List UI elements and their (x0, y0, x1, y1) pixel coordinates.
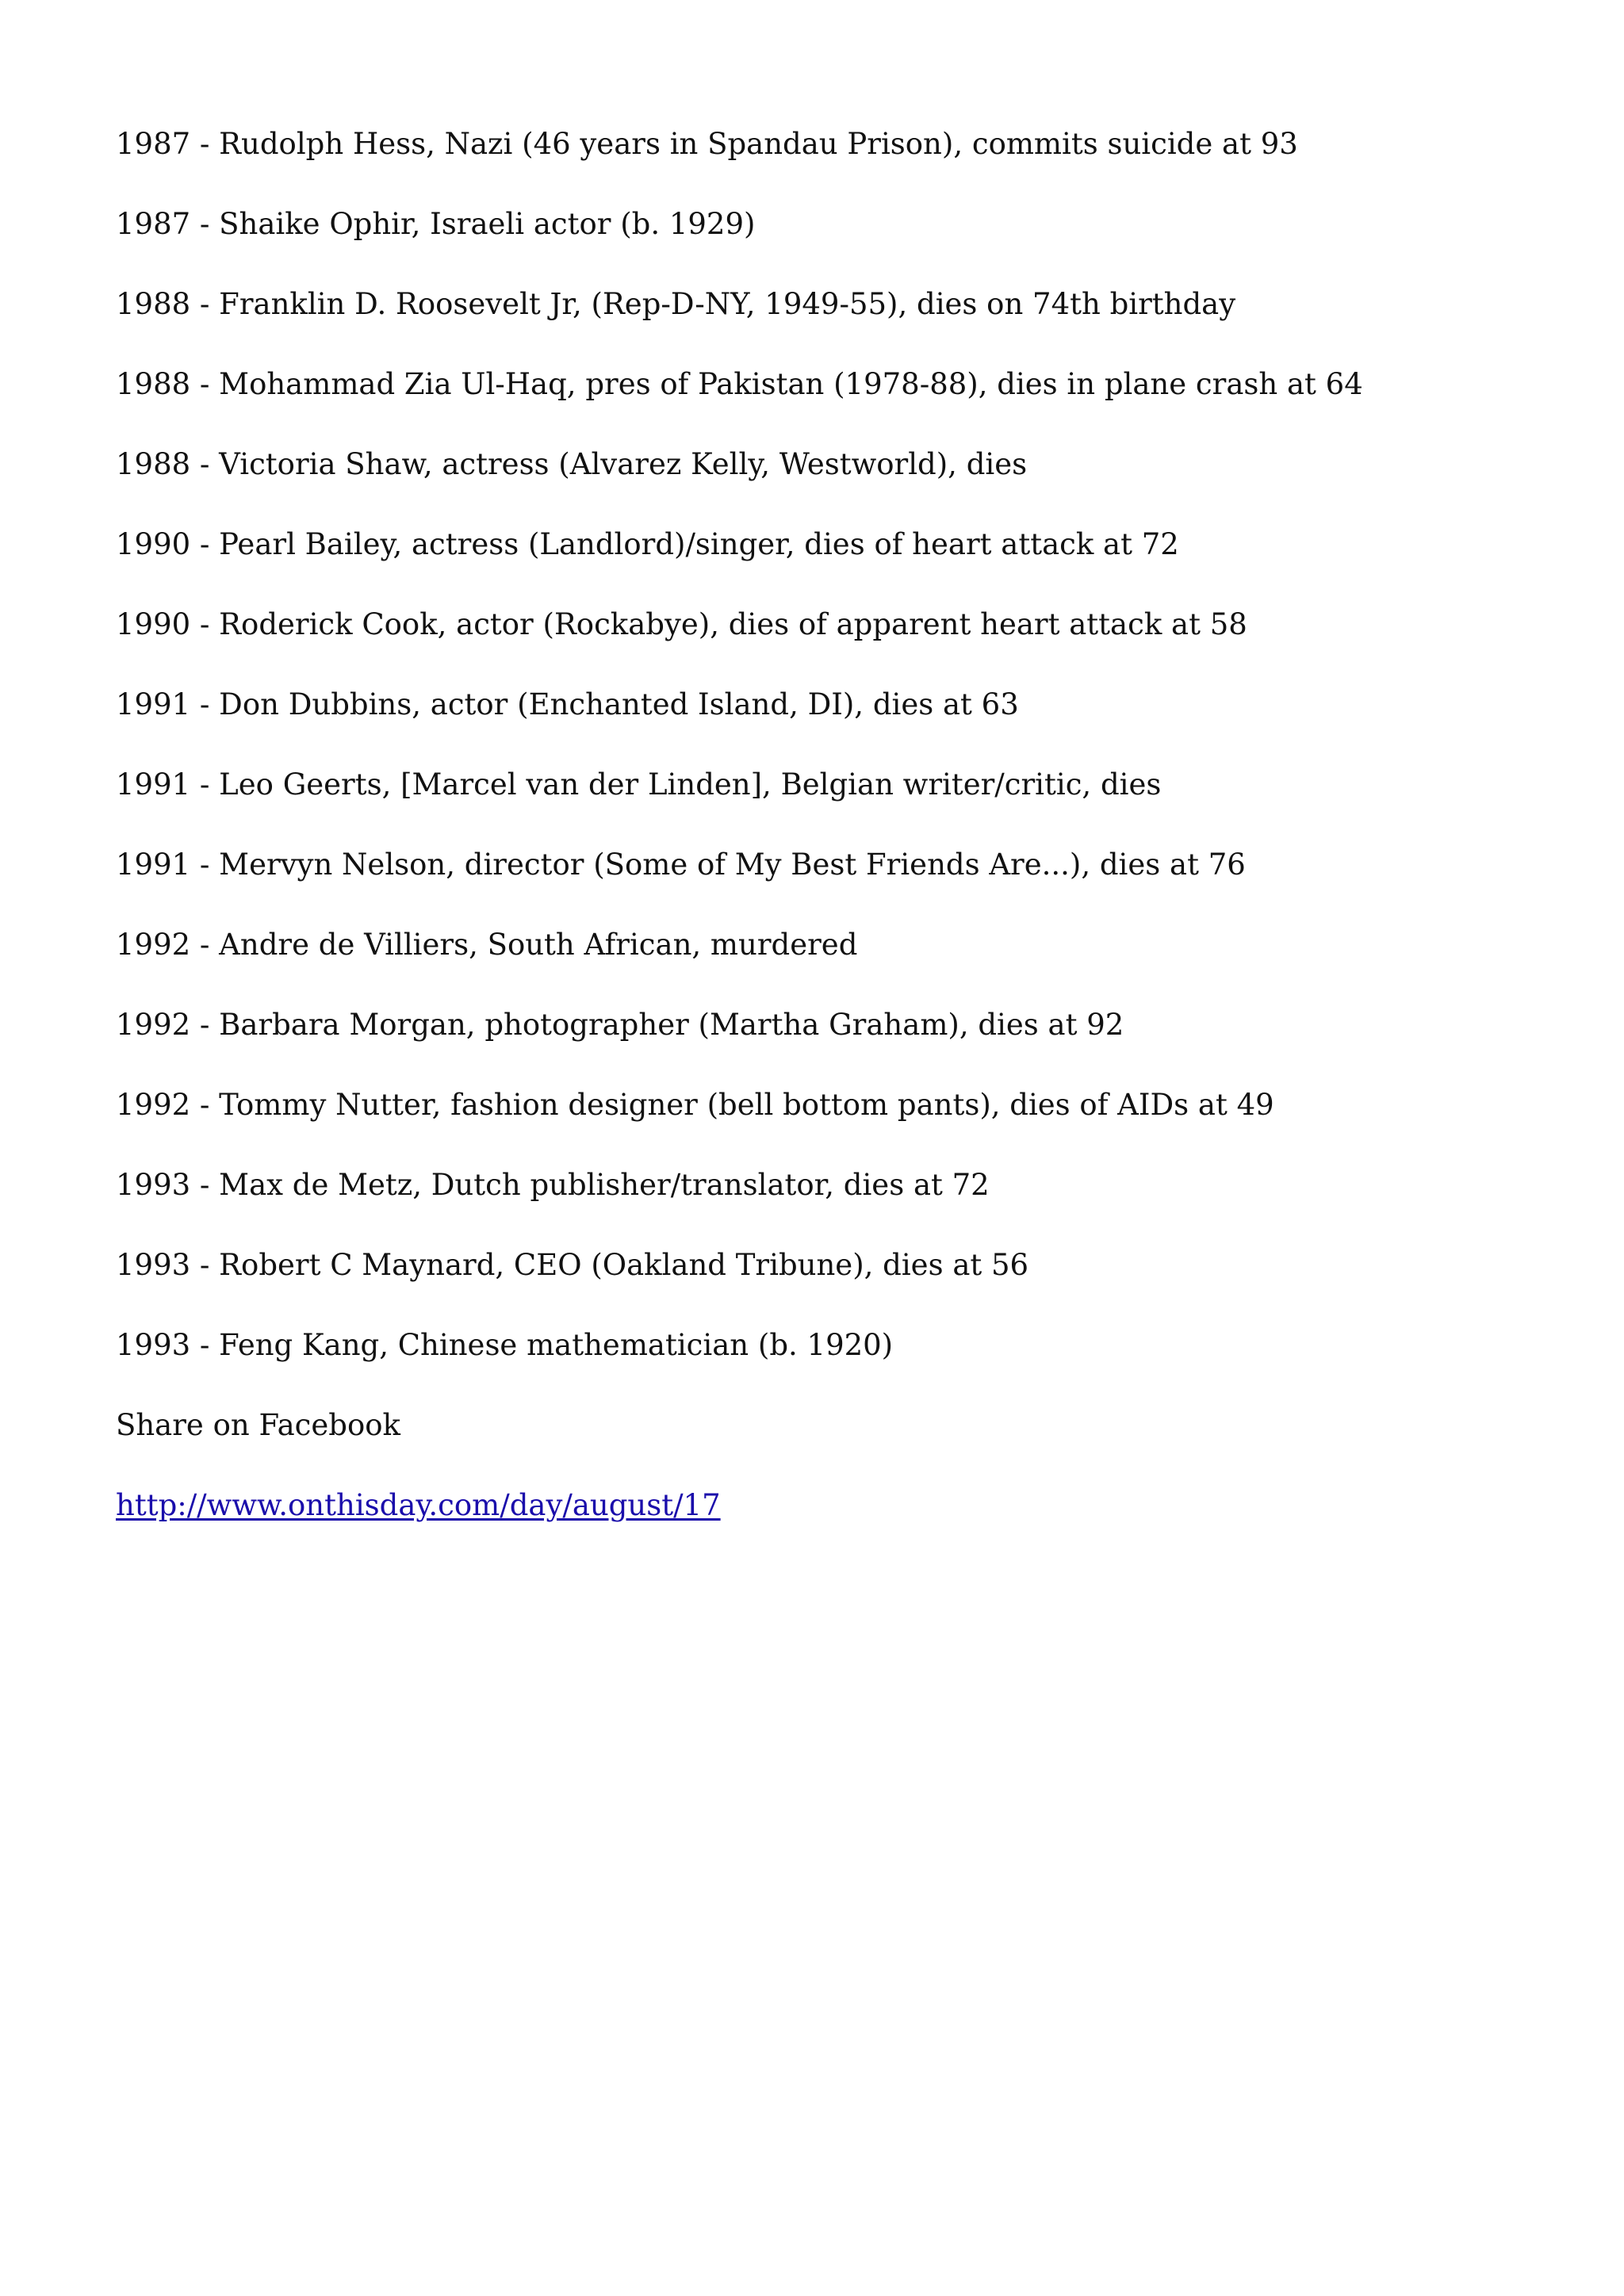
list-item: 1987 - Rudolph Hess, Nazi (46 years in Spandau Prison), commits suicide at 93 (116, 127, 1298, 161)
list-item: 1993 - Robert C Maynard, CEO (Oakland Tribune), dies at 56 (116, 1248, 1029, 1282)
list-item: 1990 - Roderick Cook, actor (Rockabye), dies of apparent heart attack at 58 (116, 607, 1247, 641)
list-item: 1991 - Leo Geerts, [Marcel van der Linden], Belgian writer/critic, dies (116, 767, 1162, 802)
list-item: 1992 - Barbara Morgan, photographer (Martha Graham), dies at 92 (116, 1008, 1124, 1042)
list-item: 1987 - Shaike Ophir, Israeli actor (b. 1929) (116, 207, 756, 241)
deaths-list (116, 127, 1511, 1568)
list-item: 1990 - Pearl Bailey, actress (Landlord)/singer, dies of heart attack at 72 (116, 527, 1179, 561)
list-item: 1988 - Franklin D. Roosevelt Jr, (Rep-D-NY, 1949-55), dies on 74th birthday (116, 287, 1236, 321)
share-on-facebook-text: Share on Facebook (116, 1408, 400, 1442)
list-item: 1992 - Tommy Nutter, fashion designer (bell bottom pants), dies of AIDs at 49 (116, 1088, 1274, 1122)
list-item: 1993 - Feng Kang, Chinese mathematician (b. 1920) (116, 1328, 894, 1362)
list-item: 1991 - Don Dubbins, actor (Enchanted Island, DI), dies at 63 (116, 687, 1019, 721)
source-url-link[interactable]: http://www.onthisday.com/day/august/17 (116, 1488, 721, 1522)
list-item: 1992 - Andre de Villiers, South African, murdered (116, 928, 858, 962)
list-item: 1988 - Mohammad Zia Ul-Haq, pres of Pakistan (1978-88), dies in plane crash at 64 (116, 367, 1363, 401)
list-item: 1993 - Max de Metz, Dutch publisher/translator, dies at 72 (116, 1168, 990, 1202)
list-item: 1991 - Mervyn Nelson, director (Some of My Best Friends Are...), dies at 76 (116, 848, 1246, 882)
list-item: 1988 - Victoria Shaw, actress (Alvarez Kelly, Westworld), dies (116, 447, 1028, 481)
